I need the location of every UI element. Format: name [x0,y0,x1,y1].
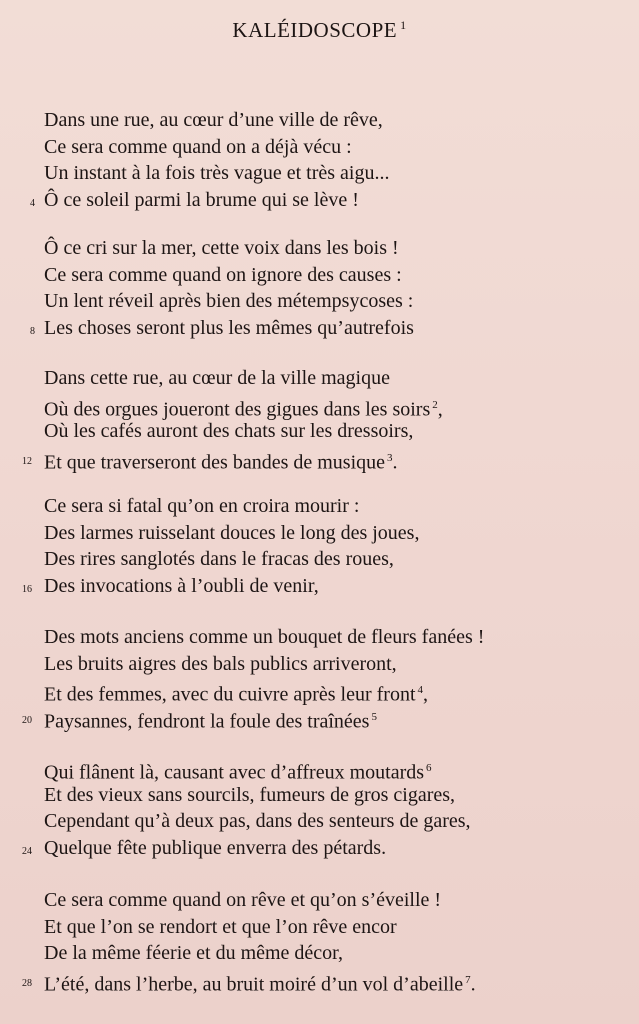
verse-number: 16 [22,583,32,595]
poem-line [44,393,443,422]
poem-line-text: Quelque fête publique enverra des pétards. [44,836,387,859]
poem-line-text: Et que traverseront des bandes de musique [44,451,386,474]
poem-title-block [0,18,639,43]
poem-line [44,915,397,939]
poem-line [44,809,471,833]
poem-line-text: Ce sera comme quand on ignore des causes : [44,263,402,286]
poem-line-text: Des larmes ruisselant douces le long des joues, [44,521,420,544]
poem-line [44,521,419,545]
poem-line [44,289,413,313]
poem-line [44,652,397,676]
poem-title: KALÉIDOSCOPE [232,18,398,42]
poem-line [44,783,455,807]
footnote-marker: 4 [417,684,424,696]
poem-line-text: Ce sera si fatal qu’on en croira mourir : [44,495,360,517]
verse-number: 8 [30,325,35,337]
footnote-marker: 5 [371,710,377,723]
verse-number: 4 [30,197,35,209]
poem-line [44,494,359,518]
poem-line-text: Des rires sanglotés dans le fracas des roues, [44,548,394,570]
poem-line [44,968,476,997]
poem-line-text: Des mots anciens comme un bouquet de fleurs fanées ! [44,626,485,648]
poem-line-text: Et des femmes, avec du cuivre après leur front [44,683,416,706]
poem-line [44,446,398,475]
poem-line [44,547,394,571]
poem-line-text: Ô ce cri sur la mer, cette voix dans les bois ! [44,237,399,259]
poem-line [44,188,359,212]
poem-line-text: Paysannes, fendront la foule des traînées [44,710,370,733]
poem-line-text: De la même féerie et du même décor, [44,942,344,964]
verse-number: 20 [22,714,32,726]
poem-line [44,316,414,340]
footnote-marker: 7 [465,973,471,986]
poem-line-text: Où des orgues joueront des gigues dans les soirs [44,398,431,421]
poem-line-text: Un lent réveil après bien des métempsycoses : [44,290,414,312]
footnote-marker: 6 [426,762,432,774]
verse-number: 12 [22,455,32,467]
poem-line-text: Dans une rue, au cœur d’une ville de rêve, [44,109,383,131]
poem-line-text: Et des vieux sans sourcils, fumeurs de gros cigares, [44,783,456,806]
poem-line-text: Cependant qu’à deux pas, dans des senteurs de gares, [44,810,471,832]
poem-line [44,161,389,185]
poem-line [44,888,441,912]
poem-line [44,625,484,649]
poem-line-text: Ce sera comme quand on rêve et qu’on s’éveille ! [44,889,442,911]
poem-line [44,941,343,965]
poem-line-text: Un instant à la fois très vague et très aigu... [44,162,390,184]
poem-line [44,135,352,159]
poem-line-text: Dans cette rue, au cœur de la ville magique [44,367,390,389]
poem-line-text: Et que l’on se rendort et que l’on rêve encor [44,915,397,938]
verse-number: 28 [22,977,32,989]
poem-line [44,756,432,785]
line-end-punctuation: , [423,683,429,706]
poem-line [44,366,390,390]
poem-line [44,678,428,707]
poem-line-text: Les choses seront plus les mêmes qu’autrefois [44,316,414,339]
poem-line [44,263,402,287]
poem-line [44,419,413,443]
footnote-marker: 3 [387,451,393,464]
line-end-punctuation: , [437,398,443,421]
poem-line [44,236,399,260]
poem-line-text: Où les cafés auront des chats sur les dressoirs, [44,420,414,442]
line-end-punctuation: . [470,973,476,996]
poem-line-text: Ce sera comme quand on a déjà vécu : [44,135,352,158]
footnote-marker: 2 [432,398,438,411]
poem-line [44,108,383,132]
poem-line-text: Des invocations à l’oubli de venir, [44,574,319,597]
poem-line-text: Ô ce soleil parmi la brume qui se lève ! [44,188,359,211]
poem-line-text: Qui flânent là, causant avec d’affreux moutards [44,761,425,784]
poem-line [44,836,386,860]
verse-number: 24 [22,845,32,857]
poem-line [44,705,377,734]
poem-line-text: Les bruits aigres des bals publics arriveront, [44,652,397,675]
poem-line-text: L’été, dans l’herbe, au bruit moiré d’un vol d’abeille [44,973,464,996]
title-footnote-marker: 1 [400,18,407,32]
line-end-punctuation: . [392,451,398,474]
poem-line [44,574,319,598]
